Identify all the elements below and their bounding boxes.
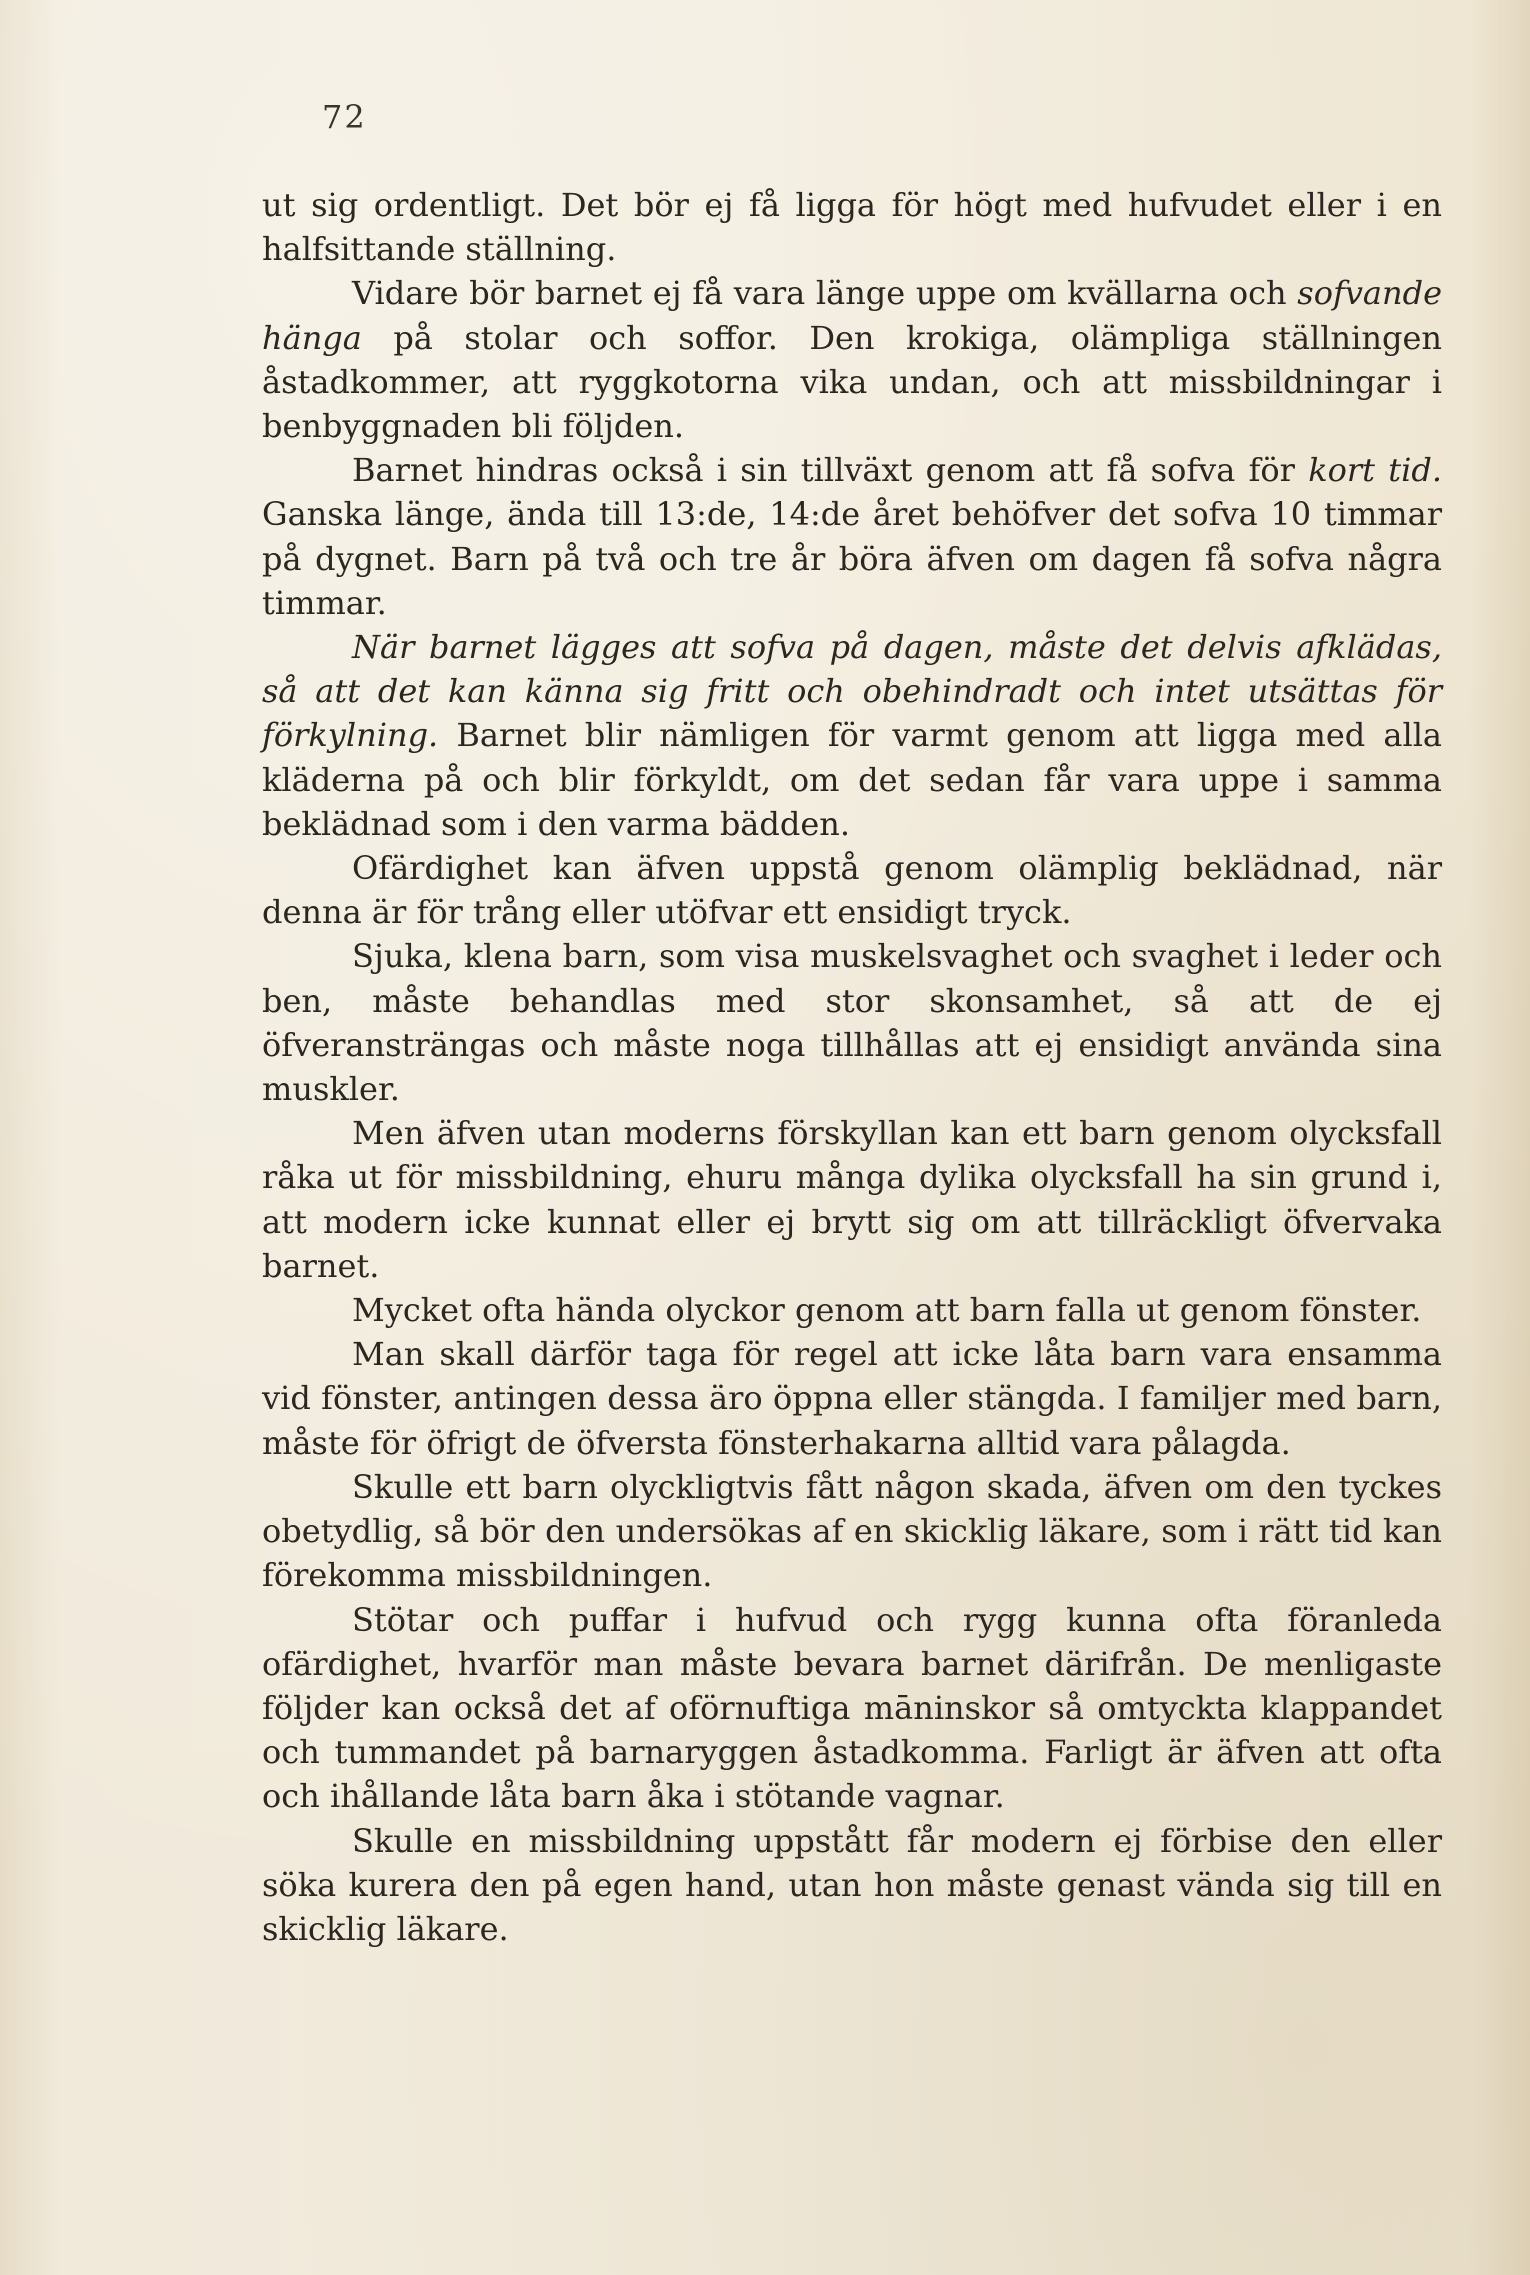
paragraph: [262, 1465, 1442, 1598]
paragraph: [262, 1819, 1442, 1952]
italic-text: sofvande hänga: [262, 274, 1442, 357]
paragraph: [262, 1598, 1442, 1819]
paragraph: [262, 625, 1442, 846]
paragraph: [262, 1111, 1442, 1288]
paragraph-text: Man skall därför taga för regel att icke låta barn vara ensamma vid fönster, antingen dessa äro öppna eller stängda. I familjer med barn, måste för öfrigt de öfversta fönsterhakarna alltid vara pålagda.: [262, 1335, 1442, 1462]
italic-text: När barnet lägges att sofva på dagen, måste det delvis afklädas, så att det kan känna sig fritt och obehindradt och intet utsättas för förkylning.: [262, 628, 1442, 755]
paragraph-text: ut sig ordentligt. Det bör ej få ligga för högt med hufvudet eller i en halfsittande ställning.: [262, 186, 1442, 269]
paragraph: [262, 271, 1442, 448]
paragraph-text: på stolar och soffor. Den krokiga, olämpliga ställningen åstadkommer, att ryggkotorna vika undan, och att missbildningar i benbyggnaden bli följden.: [262, 318, 1442, 446]
paragraph-text: Skulle en missbildning uppstått får modern ej förbise den eller söka kurera den på egen hand, utan hon måste genast vända sig till en skicklig läkare.: [262, 1821, 1442, 1948]
paragraph-text: Mycket ofta hända olyckor genom att barn falla ut genom fönster.: [352, 1291, 1422, 1330]
paragraph: [262, 183, 1442, 271]
paragraph-text: Barnet hindras också i sin tillväxt genom att få sofva för: [352, 451, 1309, 490]
body-text: [262, 183, 1442, 1951]
paragraph: [262, 846, 1442, 934]
paragraph-text: Ofärdighet kan äfven uppstå genom olämplig beklädnad, när denna är för trång eller utöfvar ett ensidigt tryck.: [262, 849, 1442, 932]
paragraph-text: Barnet blir nämligen för varmt genom att ligga med alla kläderna på och blir förkyldt, om det sedan får vara uppe i samma beklädnad som i den varma bädden.: [262, 716, 1442, 843]
paragraph: [262, 1332, 1442, 1465]
italic-text: kort tid.: [1308, 451, 1443, 490]
paragraph-text: Stötar och puffar i hufvud och rygg kunna ofta föranleda ofärdighet, hvarför man måste bevara barnet därifrån. De menligaste följder kan också det af oförnuftiga māninskor så omtyckta klappandet och tummandet på barnaryggen åstadkomma. Farligt är äfven att ofta och ihållande låta barn åka i stötande vagnar.: [262, 1600, 1442, 1816]
paragraph: [262, 448, 1442, 625]
paragraph-text: Skulle ett barn olyckligtvis fått någon skada, äfven om den tyckes obetydlig, så bör den undersökas af en skicklig läkare, som i rätt tid kan förekomma missbildningen.: [262, 1467, 1442, 1595]
paragraph: [262, 934, 1442, 1111]
paragraph: [262, 1288, 1442, 1332]
paragraph-text: Sjuka, klena barn, som visa muskelsvaghet och svaghet i leder och ben, måste behandlas med stor skonsamhet, så att de ej öfveransträngas och måste noga tillhållas att ej ensidigt använda sina muskler.: [262, 937, 1442, 1109]
paragraph-text: Vidare bör barnet ej få vara länge uppe om kvällarna och: [352, 274, 1298, 313]
paragraph-text: Ganska länge, ända till 13:de, 14:de året behöfver det sofva 10 timmar på dygnet. Barn på två och tre år böra äfven om dagen få sofva några timmar.: [262, 495, 1442, 622]
page-number: 72: [322, 98, 367, 136]
paragraph-text: Men äfven utan moderns förskyllan kan ett barn genom olycksfall råka ut för missbildning, ehuru många dylika olycksfall ha sin grund i, att modern icke kunnat eller ej brytt sig om att tillräckligt öfvervaka barnet.: [262, 1114, 1442, 1285]
